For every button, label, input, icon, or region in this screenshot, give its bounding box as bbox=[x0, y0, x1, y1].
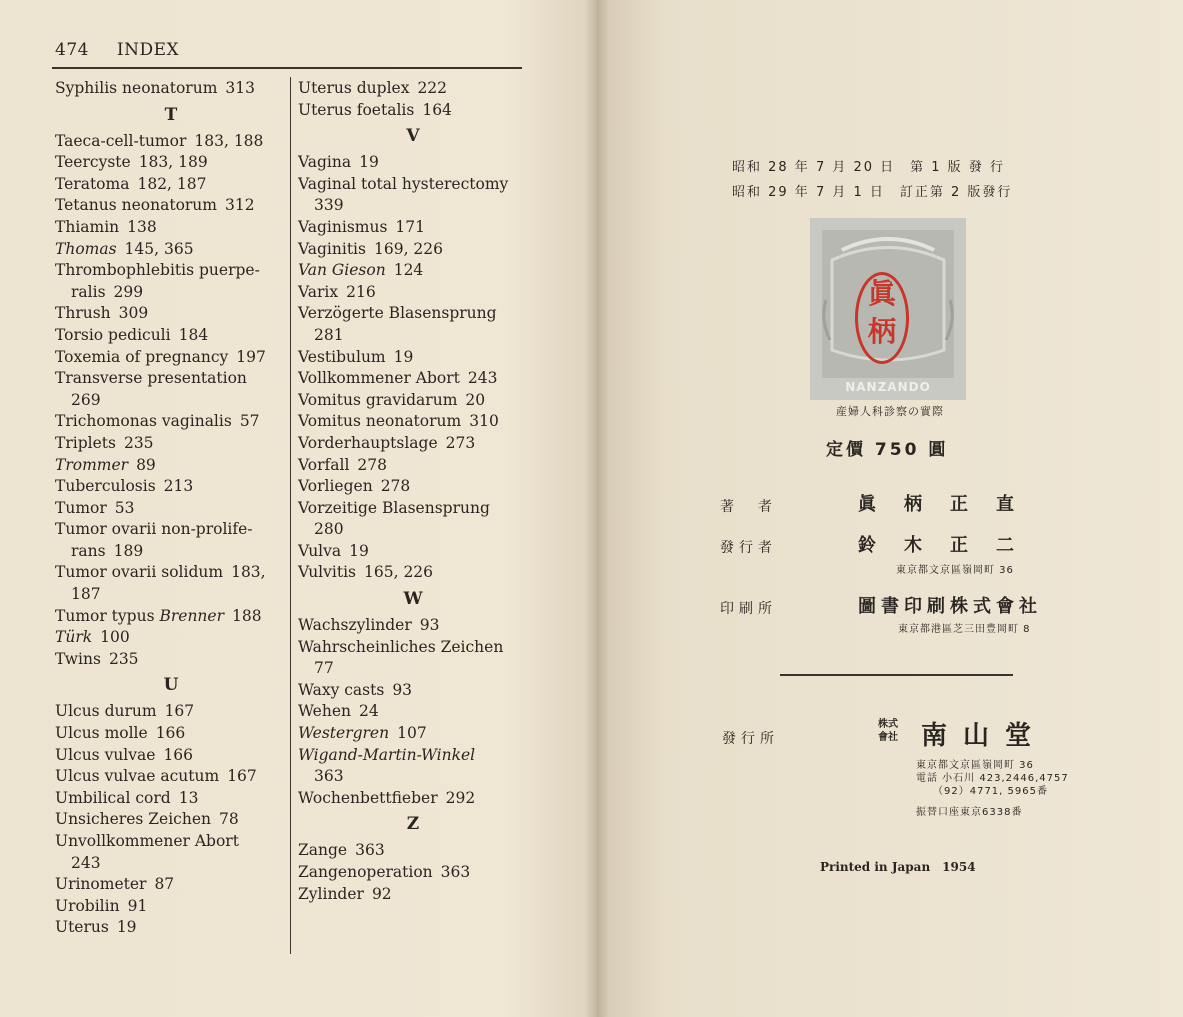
column-divider bbox=[290, 77, 291, 954]
index-entry bbox=[55, 260, 287, 282]
index-term: Tumor typus bbox=[55, 606, 155, 625]
index-entry-continuation bbox=[55, 541, 287, 563]
colophon-rule bbox=[780, 674, 1013, 676]
index-entry bbox=[55, 874, 287, 896]
index-entry-continuation bbox=[298, 766, 528, 788]
index-entry bbox=[55, 239, 287, 261]
index-pages: 310 bbox=[469, 412, 499, 431]
index-term: Vorderhauptslage bbox=[298, 433, 438, 452]
index-entry bbox=[298, 541, 528, 563]
index-term-italic: Brenner bbox=[154, 606, 224, 625]
index-entry bbox=[55, 217, 287, 239]
index-entry bbox=[55, 368, 287, 390]
price: 定價 750 圓 bbox=[826, 440, 949, 460]
index-entry bbox=[298, 78, 528, 100]
running-header bbox=[55, 40, 179, 60]
printed-in-japan: Printed in Japan 1954 bbox=[820, 860, 976, 874]
index-pages: 213 bbox=[163, 477, 194, 496]
index-term: Toxemia of pregnancy bbox=[55, 347, 229, 366]
index-entry bbox=[298, 455, 528, 477]
index-pages: 19 bbox=[116, 918, 137, 937]
index-pages: 339 bbox=[314, 196, 344, 215]
index-pages: 91 bbox=[127, 896, 148, 915]
index-pages: 166 bbox=[163, 745, 194, 764]
index-term: Vorfall bbox=[298, 455, 350, 474]
index-term: Teercyste bbox=[55, 153, 131, 172]
index-pages: 183, 189 bbox=[138, 153, 208, 172]
index-pages: 280 bbox=[314, 520, 344, 539]
index-term: Wochenbettfieber bbox=[298, 788, 438, 807]
index-entry bbox=[298, 239, 528, 261]
index-term: Trommer bbox=[55, 455, 129, 474]
page-number: 474 bbox=[55, 40, 89, 60]
index-term: Waxy casts bbox=[298, 680, 385, 699]
book-gutter bbox=[585, 0, 609, 1017]
stamp-brand: NANZANDO bbox=[845, 380, 931, 394]
index-pages: 278 bbox=[380, 477, 411, 496]
index-term: Vestibulum bbox=[298, 347, 386, 366]
index-term: Wachszylinder bbox=[298, 616, 412, 635]
index-entry bbox=[55, 455, 287, 477]
index-pages: 235 bbox=[108, 649, 139, 668]
index-pages: 243 bbox=[71, 853, 101, 872]
book-title: 産婦人科診察の實際 bbox=[836, 405, 944, 418]
index-pages: 165, 226 bbox=[364, 563, 434, 582]
index-entry bbox=[298, 174, 528, 196]
index-entry bbox=[55, 303, 287, 325]
index-pages: 313 bbox=[225, 79, 255, 97]
index-term: Vulvitis bbox=[298, 563, 356, 582]
index-entry bbox=[55, 152, 287, 174]
index-term: Tumor ovarii non-prolife- bbox=[55, 520, 253, 539]
index-entry-continuation bbox=[55, 584, 287, 606]
index-pages: 138 bbox=[127, 217, 157, 236]
index-pages: 93 bbox=[392, 680, 413, 699]
index-term: Unsicheres Zeichen bbox=[55, 810, 211, 829]
index-entry bbox=[55, 701, 287, 723]
index-term: Zylinder bbox=[298, 884, 364, 903]
index-pages: 281 bbox=[314, 325, 344, 344]
index-term: Syphilis neonatorum bbox=[55, 79, 218, 97]
house-phone: 電話 小石川 423,2446,4757 （92）4771, 5965番 bbox=[916, 773, 1069, 797]
index-term: Ulcus molle bbox=[55, 724, 148, 743]
index-pages: 24 bbox=[358, 702, 379, 721]
index-term: Vomitus neonatorum bbox=[298, 412, 462, 431]
index-pages: 182, 187 bbox=[137, 174, 207, 193]
section-letter: U bbox=[163, 675, 179, 696]
index-pages: 124 bbox=[393, 261, 424, 280]
index-entry-continuation bbox=[55, 282, 287, 304]
index-term: Zange bbox=[298, 841, 348, 860]
index-pages: 169, 226 bbox=[373, 239, 444, 258]
index-entry-continuation bbox=[298, 195, 528, 217]
index-term: Thrush bbox=[55, 304, 111, 323]
index-entry bbox=[298, 680, 528, 702]
index-pages: 292 bbox=[445, 788, 476, 807]
index-entry bbox=[298, 476, 528, 498]
seal-stamp-icon: 眞 柄 bbox=[855, 272, 909, 364]
index-term: Vorliegen bbox=[298, 477, 373, 496]
index-term: Türk bbox=[55, 628, 93, 647]
index-term: Vulva bbox=[298, 541, 342, 560]
index-entry bbox=[298, 152, 528, 174]
index-term: Thrombophlebitis puerpe- bbox=[55, 261, 260, 280]
index-term: Thomas bbox=[55, 239, 117, 258]
index-entry bbox=[298, 347, 528, 369]
index-column-1 bbox=[55, 78, 287, 939]
index-term: Umbilical cord bbox=[55, 788, 171, 807]
section-letter: Z bbox=[406, 814, 420, 835]
index-pages: 19 bbox=[393, 347, 414, 366]
index-term: Ulcus vulvae acutum bbox=[55, 767, 220, 786]
edition-date-1: 昭和 28 年 7 月 20 日 第 1 版 發 行 bbox=[732, 160, 1005, 175]
index-term: Van Gieson bbox=[298, 261, 386, 280]
index-entry bbox=[298, 303, 528, 325]
index-pages: 20 bbox=[465, 390, 486, 409]
index-entry bbox=[55, 766, 287, 788]
index-term: Vaginal total hysterectomy bbox=[298, 174, 509, 193]
index-entry bbox=[298, 390, 528, 412]
header-rule bbox=[52, 67, 522, 69]
index-term: Ulcus durum bbox=[55, 702, 157, 721]
index-pages: 19 bbox=[359, 153, 379, 172]
index-entry bbox=[298, 862, 528, 884]
index-pages: 53 bbox=[114, 498, 135, 517]
index-entry bbox=[55, 606, 287, 628]
index-term: Zangenoperation bbox=[298, 863, 433, 881]
running-head-title: INDEX bbox=[116, 40, 180, 60]
index-pages: 92 bbox=[371, 884, 392, 903]
index-pages: 222 bbox=[417, 79, 448, 97]
index-term: Torsio pediculi bbox=[55, 325, 171, 344]
index-entry-continuation bbox=[298, 658, 528, 680]
index-entry bbox=[55, 195, 287, 217]
index-term: Urobilin bbox=[55, 896, 120, 915]
index-entry bbox=[298, 260, 528, 282]
index-entry bbox=[298, 788, 528, 810]
index-pages: 87 bbox=[154, 875, 175, 894]
index-entry bbox=[55, 745, 287, 767]
index-entry bbox=[55, 131, 287, 153]
index-pages: 166 bbox=[155, 724, 186, 743]
author-label: 著 者 bbox=[720, 499, 777, 515]
index-pages: 216 bbox=[346, 282, 376, 301]
index-entry-continuation bbox=[55, 390, 287, 412]
index-pages: 77 bbox=[314, 659, 334, 678]
index-term: Tumor ovarii solidum bbox=[55, 563, 224, 582]
index-term: Vollkommener Abort bbox=[298, 369, 460, 388]
index-term: Taeca-cell-tumor bbox=[55, 131, 187, 150]
section-letter: W bbox=[403, 589, 423, 610]
index-entry bbox=[55, 809, 287, 831]
index-entry-continuation bbox=[298, 519, 528, 541]
index-term: Trichomonas vaginalis bbox=[55, 412, 232, 431]
index-entry bbox=[298, 723, 528, 745]
index-entry bbox=[298, 498, 528, 520]
index-pages: 171 bbox=[395, 217, 426, 236]
index-pages: 107 bbox=[397, 724, 427, 743]
index-term: Uterus foetalis bbox=[298, 100, 415, 119]
index-pages: 278 bbox=[357, 455, 387, 474]
index-pages: 363 bbox=[440, 863, 471, 881]
index-entry-continuation bbox=[55, 853, 287, 875]
publisher-name: 鈴木正二 bbox=[858, 535, 1042, 556]
index-term: Tumor bbox=[55, 498, 107, 517]
index-term: Tuberculosis bbox=[55, 477, 156, 496]
index-pages: 273 bbox=[445, 433, 476, 452]
printer-label: 印刷所 bbox=[720, 601, 777, 617]
index-entry bbox=[298, 217, 528, 239]
index-entry bbox=[55, 723, 287, 745]
index-entry bbox=[298, 433, 528, 455]
index-entry bbox=[298, 615, 528, 637]
index-entry bbox=[55, 325, 287, 347]
index-term-continued: ralis bbox=[71, 282, 106, 301]
index-pages: 269 bbox=[71, 390, 101, 409]
index-pages: 164 bbox=[422, 100, 452, 119]
index-column-2 bbox=[298, 78, 528, 905]
index-term: Wehen bbox=[298, 702, 351, 721]
index-entry bbox=[55, 562, 287, 584]
house-account: 振替口座東京6338番 bbox=[916, 807, 1023, 818]
house-address: 東京都文京區嶺岡町 36 bbox=[916, 760, 1034, 771]
publisher-label: 發行者 bbox=[720, 540, 777, 556]
stamp-image bbox=[822, 230, 954, 378]
index-entry bbox=[298, 637, 528, 659]
author-name: 眞柄正直 bbox=[858, 494, 1042, 515]
index-pages: 13 bbox=[178, 788, 199, 807]
index-entry bbox=[55, 411, 287, 433]
index-term: Twins bbox=[55, 649, 101, 668]
section-letter: V bbox=[406, 126, 420, 147]
index-entry bbox=[298, 282, 528, 304]
index-pages: 363 bbox=[314, 767, 344, 786]
index-term: Vaginitis bbox=[298, 239, 366, 258]
index-entry bbox=[298, 100, 528, 122]
index-pages: 184 bbox=[178, 325, 209, 344]
index-term: Teratoma bbox=[55, 174, 130, 193]
index-pages: 312 bbox=[225, 196, 255, 215]
index-pages: 78 bbox=[218, 810, 239, 829]
index-term: Tetanus neonatorum bbox=[55, 196, 217, 215]
index-entry bbox=[55, 174, 287, 196]
index-entry bbox=[55, 347, 287, 369]
index-pages: 167 bbox=[164, 702, 195, 721]
house-kabushiki: 株式 會社 bbox=[878, 719, 898, 743]
index-entry bbox=[55, 788, 287, 810]
index-entry bbox=[55, 896, 287, 918]
index-term: Vaginismus bbox=[298, 217, 388, 236]
index-term: Urinometer bbox=[55, 875, 147, 894]
section-letter: T bbox=[164, 104, 178, 125]
index-term: Verzögerte Blasensprung bbox=[298, 304, 497, 323]
index-pages: 89 bbox=[136, 455, 156, 474]
index-entry bbox=[298, 745, 528, 767]
edition-date-2: 昭和 29 年 7 月 1 日 訂正第 2 版發行 bbox=[732, 185, 1013, 200]
index-pages: 19 bbox=[349, 541, 369, 560]
index-term: Vomitus gravidarum bbox=[298, 390, 458, 409]
index-entry bbox=[55, 649, 287, 671]
revenue-stamp bbox=[810, 218, 966, 400]
index-entry bbox=[55, 831, 287, 853]
index-pages: 197 bbox=[236, 347, 266, 366]
index-entry bbox=[298, 884, 528, 906]
index-pages: 57 bbox=[239, 412, 260, 431]
index-term: Uterus duplex bbox=[298, 79, 410, 97]
index-term: Varix bbox=[298, 282, 339, 301]
index-entry bbox=[55, 78, 287, 100]
index-pages: 100 bbox=[100, 628, 130, 647]
index-term: Triplets bbox=[55, 433, 116, 452]
index-term: Vagina bbox=[298, 153, 352, 172]
index-pages: 309 bbox=[118, 304, 149, 323]
index-entry bbox=[55, 627, 287, 649]
index-pages: 183, bbox=[231, 563, 266, 582]
index-entry bbox=[298, 562, 528, 584]
index-entry bbox=[298, 701, 528, 723]
index-term: Transverse presentation bbox=[55, 369, 247, 388]
index-pages: 93 bbox=[419, 616, 440, 635]
index-term: Vorzeitige Blasensprung bbox=[298, 498, 490, 517]
index-term: Unvollkommener Abort bbox=[55, 832, 239, 850]
index-term: Uterus bbox=[55, 918, 109, 937]
index-term: Westergren bbox=[298, 724, 390, 743]
index-pages: 235 bbox=[123, 433, 154, 452]
house-label: 發行所 bbox=[722, 731, 779, 747]
publisher-address: 東京都文京區嶺岡町 36 bbox=[896, 565, 1014, 576]
printer-address: 東京都港區芝三田豊岡町 8 bbox=[898, 624, 1031, 635]
index-entry bbox=[55, 917, 287, 939]
index-entry bbox=[55, 433, 287, 455]
index-entry-continuation bbox=[298, 325, 528, 347]
index-term-continued: rans bbox=[71, 541, 106, 560]
index-pages: 243 bbox=[467, 369, 498, 388]
index-pages: 188 bbox=[232, 606, 262, 625]
index-term: Wahrscheinliches Zeichen bbox=[298, 637, 504, 656]
index-entry bbox=[298, 368, 528, 390]
index-term: Ulcus vulvae bbox=[55, 745, 156, 764]
index-pages: 363 bbox=[355, 841, 385, 860]
index-entry bbox=[55, 476, 287, 498]
index-entry bbox=[55, 498, 287, 520]
index-term: Thiamin bbox=[55, 217, 120, 236]
index-entry bbox=[298, 411, 528, 433]
index-term: Wigand-Martin-Winkel bbox=[298, 745, 476, 764]
index-pages: 145, 365 bbox=[124, 239, 194, 258]
index-entry bbox=[55, 519, 287, 541]
printer-name: 圖書印刷株式會社 bbox=[858, 596, 1042, 617]
house-name: 南山堂 bbox=[921, 721, 1048, 751]
index-pages: 299 bbox=[113, 282, 144, 301]
index-entry bbox=[298, 840, 528, 862]
index-pages: 167 bbox=[227, 767, 257, 786]
index-pages: 183, 188 bbox=[194, 131, 264, 150]
index-pages: 189 bbox=[113, 541, 144, 560]
index-pages: 187 bbox=[71, 585, 101, 604]
